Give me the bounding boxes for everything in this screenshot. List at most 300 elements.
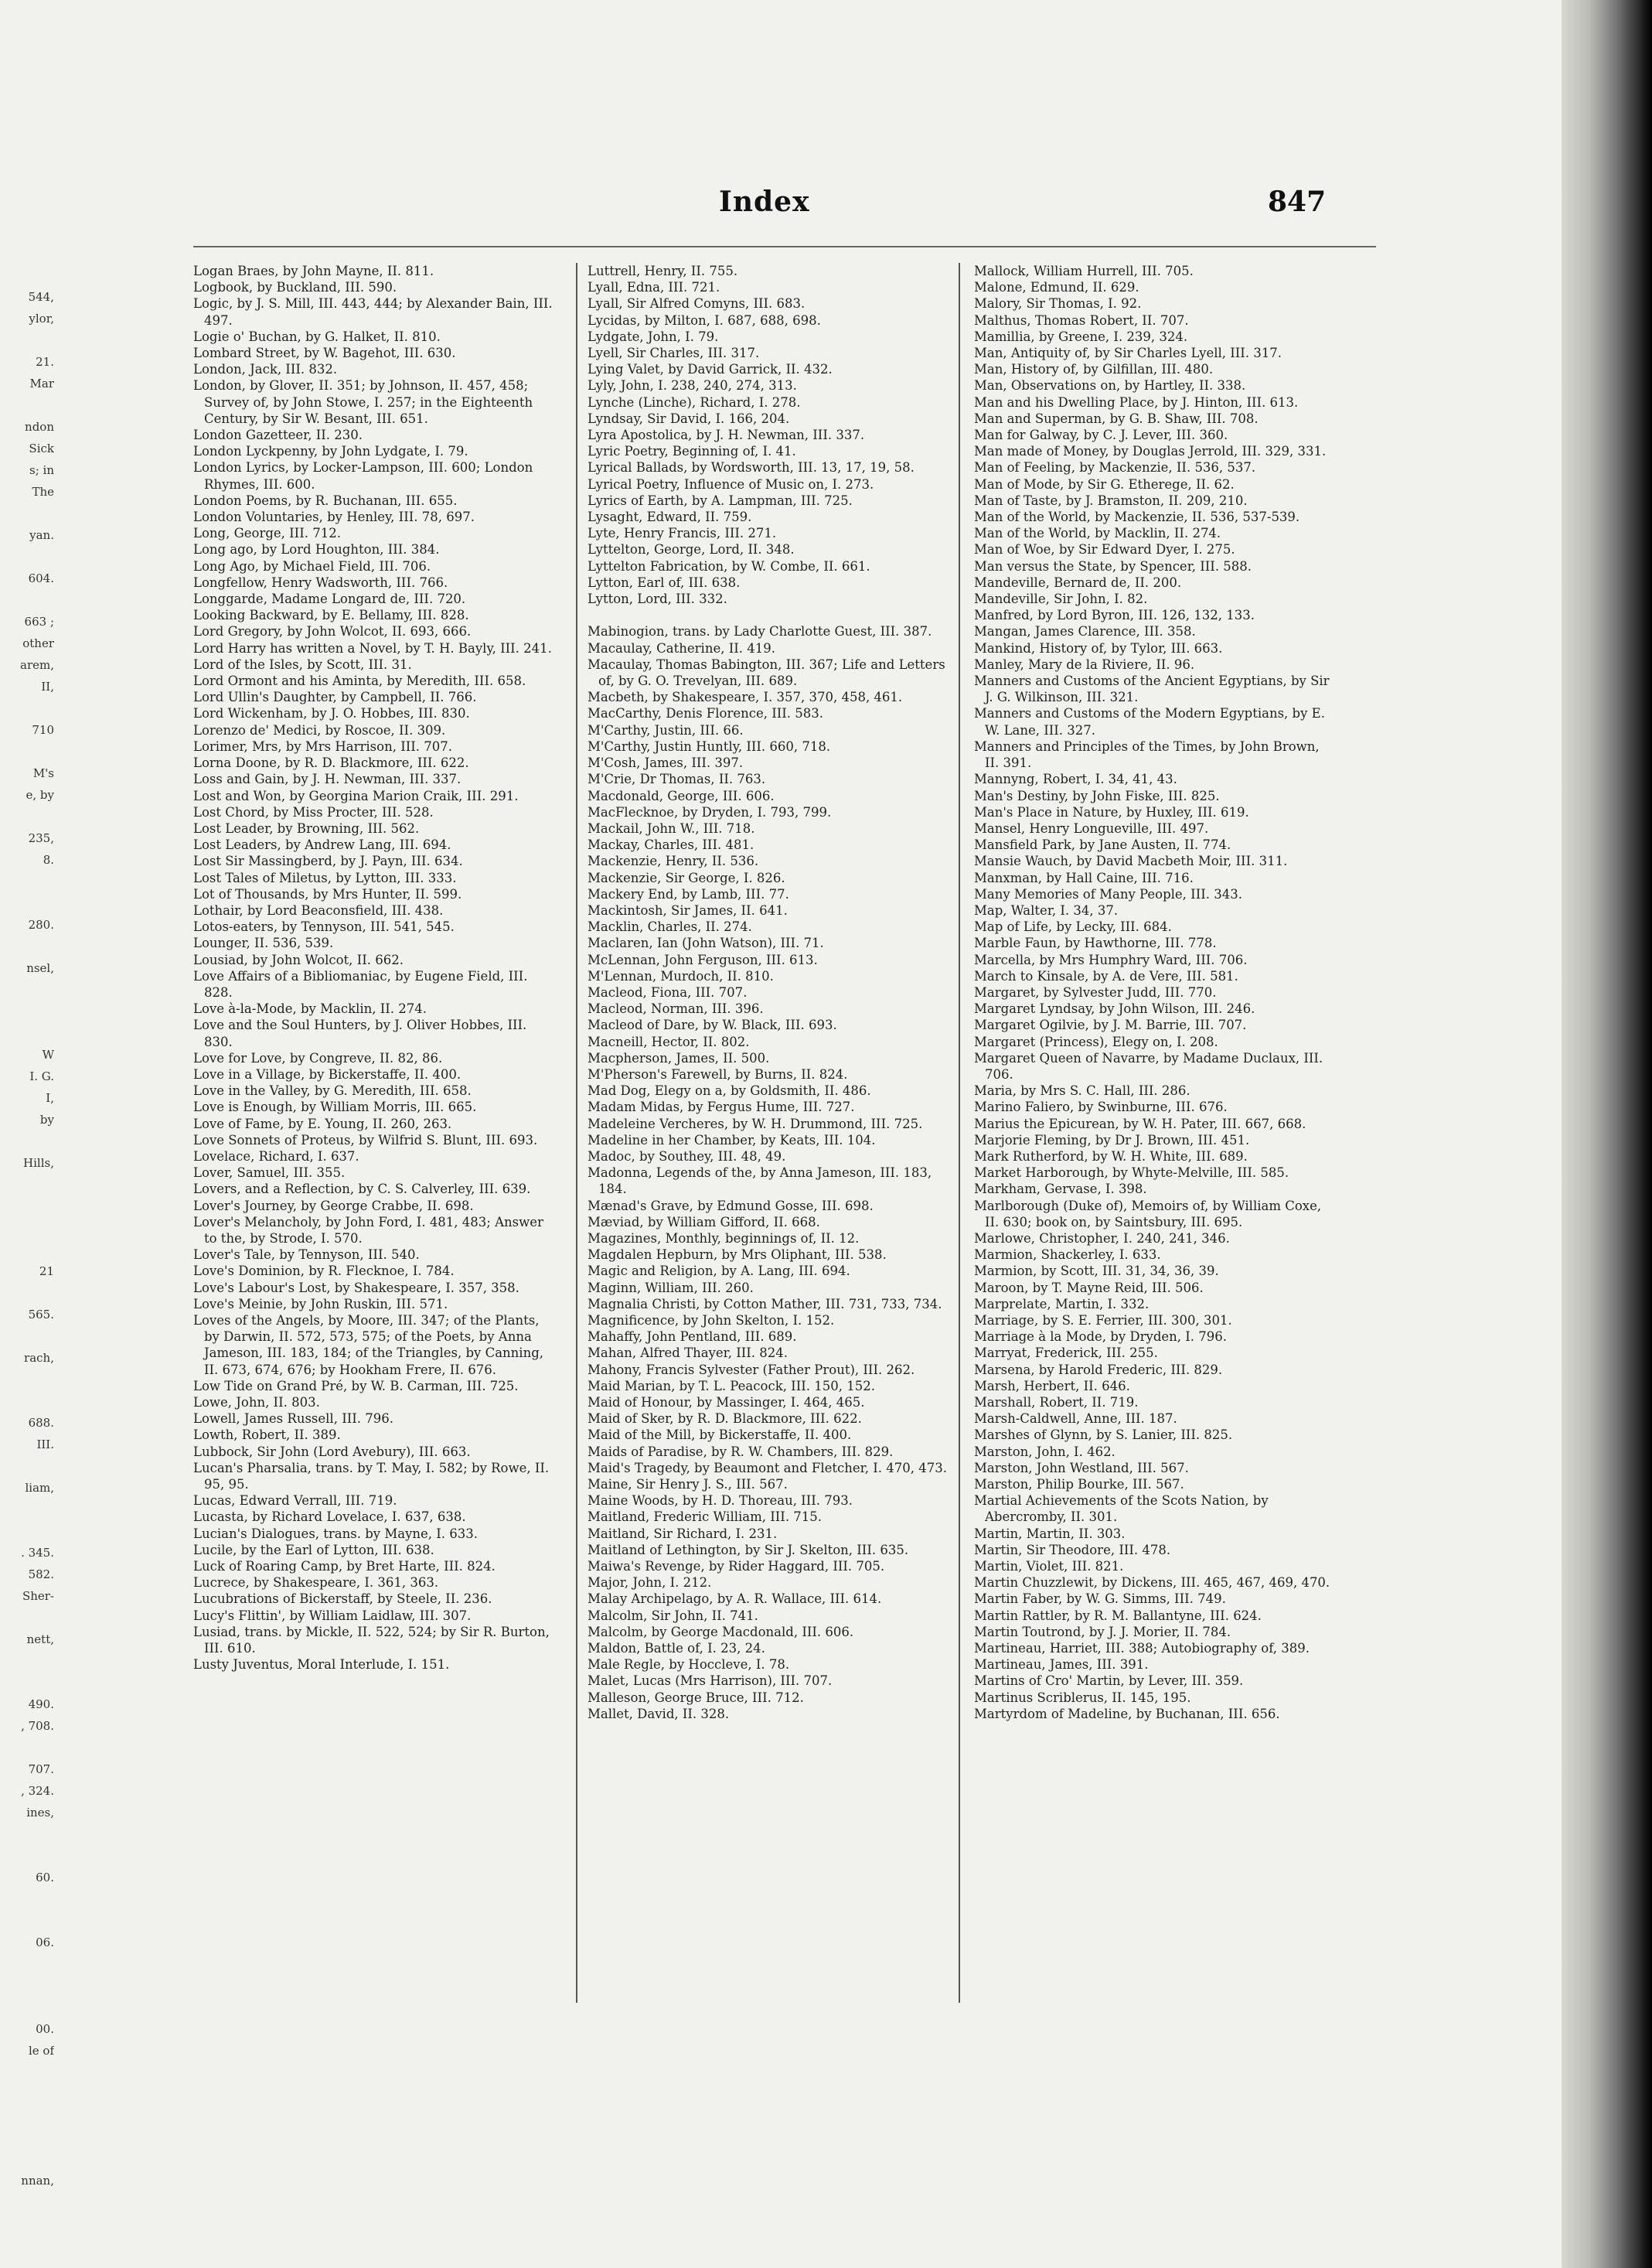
facing-page-fragment: by xyxy=(39,1113,54,1127)
index-entry: Macklin, Charles, II. 274. xyxy=(588,919,752,935)
index-entry: Marprelate, Martin, I. 332. xyxy=(974,1296,1150,1311)
index-entry: Maids of Paradise, by R. W. Chambers, III. 829. xyxy=(588,1444,894,1459)
index-entry: Maitland, Sir Richard, I. 231. xyxy=(588,1526,778,1541)
index-entry: Martin, Sir Theodore, III. 478. xyxy=(974,1542,1171,1557)
facing-page-fragment xyxy=(0,589,54,611)
facing-page-fragment xyxy=(0,1975,54,1997)
facing-page-fragment: 00. xyxy=(36,2022,54,2036)
index-entry: Maitland of Lethington, by Sir J. Skelton, III. 635. xyxy=(588,1542,909,1557)
index-entry: Mansfield Park, by Jane Austen, II. 774. xyxy=(974,837,1231,853)
index-entry: Mænad's Grave, by Edmund Gosse, III. 698. xyxy=(588,1198,874,1213)
index-entry: London Gazetteer, II. 230. xyxy=(193,428,363,443)
index-entry: Malcolm, Sir John, II. 741. xyxy=(588,1608,758,1623)
index-entry: Marsh, Herbert, II. 646. xyxy=(974,1378,1130,1393)
facing-page-fragment: 663 ; xyxy=(24,615,54,629)
facing-page-fragment: 544, xyxy=(28,290,54,304)
facing-page-fragment xyxy=(0,2126,54,2148)
facing-page-fragment xyxy=(0,1282,54,1304)
index-entry: M'Crie, Dr Thomas, II. 763. xyxy=(588,772,766,787)
index-entry: Lyly, John, I. 238, 240, 274, 313. xyxy=(588,378,797,394)
index-entry: Mabinogion, trans. by Lady Charlotte Guest, III. 387. xyxy=(588,624,932,639)
facing-page-fragment xyxy=(0,1131,54,1152)
index-entry: Lysaght, Edward, II. 759. xyxy=(588,510,752,525)
index-entry: Lucubrations of Bickerstaff, by Steele, II. 236. xyxy=(193,1591,492,1607)
facing-page-fragment xyxy=(0,1325,54,1347)
facing-page-fragment xyxy=(0,1823,54,1845)
index-entry: Map of Life, by Lecky, III. 684. xyxy=(974,919,1172,935)
index-entry: Marston, John, I. 462. xyxy=(974,1444,1116,1459)
facing-page-fragment xyxy=(0,1607,54,1629)
index-entry: Marriage à la Mode, by Dryden, I. 796. xyxy=(974,1329,1228,1345)
index-entry: Lucy's Flittin', by William Laidlaw, III. 307. xyxy=(193,1608,472,1623)
index-entry: Macleod, Norman, III. 396. xyxy=(588,1001,764,1017)
facing-page-fragment: I. G. xyxy=(29,1069,54,1083)
index-entry: Maclaren, Ian (John Watson), III. 71. xyxy=(588,936,824,951)
index-entry: Man of Woe, by Sir Edward Dyer, I. 275. xyxy=(974,542,1235,558)
index-entry: Lord Ullin's Daughter, by Campbell, II. 766. xyxy=(193,690,477,705)
index-entry: Logie o' Buchan, by G. Halket, II. 810. xyxy=(193,329,441,344)
index-entry: Mark Rutherford, by W. H. White, III. 689. xyxy=(974,1148,1248,1164)
facing-page-fragment xyxy=(0,2083,54,2105)
index-entry: Martinus Scriblerus, II. 145, 195. xyxy=(974,1690,1191,1705)
index-entry: Manley, Mary de la Riviere, II. 96. xyxy=(974,657,1195,672)
index-entry: London, Jack, III. 832. xyxy=(193,362,338,377)
facing-page-fragment xyxy=(0,1737,54,1758)
index-entry: Lying Valet, by David Garrick, II. 432. xyxy=(588,362,833,377)
index-entry: Lorimer, Mrs, by Mrs Harrison, III. 707. xyxy=(193,738,452,754)
index-entry: Manners and Customs of the Modern Egyptians, by E. W. Lane, III. 327. xyxy=(974,706,1325,738)
facing-page-fragment xyxy=(0,936,54,957)
index-entry: Malory, Sir Thomas, I. 92. xyxy=(974,296,1142,312)
index-entry: Martin, Martin, II. 303. xyxy=(974,1526,1126,1541)
index-entry: Macpherson, James, II. 500. xyxy=(588,1050,770,1066)
index-entry: Marston, John Westland, III. 567. xyxy=(974,1460,1189,1475)
index-entry: Marius the Epicurean, by W. H. Pater, III. 667, 668. xyxy=(974,1116,1306,1131)
index-entry: Man's Place in Nature, by Huxley, III. 619. xyxy=(974,804,1249,820)
facing-page-fragment xyxy=(0,1953,54,1975)
facing-page-fragment xyxy=(0,2062,54,2083)
index-entry: Macaulay, Catherine, II. 419. xyxy=(588,640,775,656)
index-entry: Longgarde, Madame Longard de, III. 720. xyxy=(193,592,466,607)
header-rule xyxy=(193,246,1376,247)
index-entry: Logbook, by Buckland, III. 590. xyxy=(193,280,397,295)
index-entry: Mahony, Francis Sylvester (Father Prout), III. 262. xyxy=(588,1362,915,1377)
page-title: Index xyxy=(719,186,810,218)
index-entry: Lucrece, by Shakespeare, I. 361, 363. xyxy=(193,1575,439,1591)
index-entry: M'Cosh, James, III. 397. xyxy=(588,755,744,771)
index-entry: Lyrical Ballads, by Wordsworth, III. 13, 17, 19, 58. xyxy=(588,460,915,476)
facing-page-fragment xyxy=(0,1239,54,1260)
index-entry: Man's Destiny, by John Fiske, III. 825. xyxy=(974,788,1220,803)
index-entry: Lowth, Robert, II. 389. xyxy=(193,1427,341,1443)
index-entry: Man of Taste, by J. Bramston, II. 209, 210. xyxy=(974,493,1248,508)
facing-page-fragment: Sher- xyxy=(22,1589,54,1603)
facing-page-fragment xyxy=(0,741,54,762)
index-entry: Love and the Soul Hunters, by J. Oliver Hobbes, III. 830. xyxy=(193,1018,527,1049)
facing-page-fragment xyxy=(0,871,54,892)
facing-page-fragment xyxy=(0,1369,54,1390)
index-entry: Man, Antiquity of, by Sir Charles Lyell, III. 317. xyxy=(974,346,1282,361)
facing-page-fragment xyxy=(0,697,54,719)
index-entry: Martin Rattler, by R. M. Ballantyne, III. 624. xyxy=(974,1608,1262,1623)
index-entry: Marlborough (Duke of), Memoirs of, by William Coxe, II. 630; book on, by Saintsbury, III. 695. xyxy=(974,1198,1322,1229)
index-entry: March to Kinsale, by A. de Vere, III. 581. xyxy=(974,968,1238,984)
facing-page-fragment xyxy=(0,892,54,914)
index-entry: Mackery End, by Lamb, III. 77. xyxy=(588,886,789,902)
facing-page-fragment: le of xyxy=(28,2044,54,2058)
index-entry: Maroon, by T. Mayne Reid, III. 506. xyxy=(974,1280,1204,1295)
index-entry: Mad Dog, Elegy on a, by Goldsmith, II. 486. xyxy=(588,1083,871,1099)
index-entry: Lyttelton, George, Lord, II. 348. xyxy=(588,542,795,558)
index-entry: Marryat, Frederick, III. 255. xyxy=(974,1345,1158,1361)
index-entry: Lyttelton Fabrication, by W. Combe, II. 661. xyxy=(588,558,870,574)
facing-page-fragment: 582. xyxy=(28,1567,54,1581)
facing-page-fragment: 710 xyxy=(32,723,54,737)
index-entry: Man of the World, by Mackenzie, II. 536, 537-539. xyxy=(974,510,1300,525)
index-entry: Macleod, Fiona, III. 707. xyxy=(588,984,748,1000)
index-entry: Lord of the Isles, by Scott, III. 31. xyxy=(193,657,412,672)
index-entry: Maiwa's Revenge, by Rider Haggard, III. 705. xyxy=(588,1559,885,1574)
index-entry: Maid of Sker, by R. D. Blackmore, III. 622. xyxy=(588,1411,862,1427)
index-entry: Longfellow, Henry Wadsworth, III. 766. xyxy=(193,575,448,590)
facing-page-fragment xyxy=(0,2148,54,2170)
facing-page-fragment: 21. xyxy=(36,355,54,369)
facing-page-fragment xyxy=(0,1217,54,1239)
index-entry: Lydgate, John, I. 79. xyxy=(588,329,719,344)
facing-page-fragment: ylor, xyxy=(29,312,54,326)
facing-page-fragment: nnan, xyxy=(21,2174,54,2188)
facing-page-fragment: The xyxy=(32,485,54,499)
index-entry: Maine Woods, by H. D. Thoreau, III. 793. xyxy=(588,1493,853,1509)
index-entry: London Lyrics, by Locker-Lampson, III. 600; London Rhymes, III. 600. xyxy=(193,460,533,492)
index-entry: M'Pherson's Farewell, by Burns, II. 824. xyxy=(588,1066,848,1082)
facing-page-fragment: II, xyxy=(41,680,54,694)
facing-page-fragment xyxy=(0,1001,54,1022)
index-entry: Martin Chuzzlewit, by Dickens, III. 465, 467, 469, 470. xyxy=(974,1575,1330,1591)
index-entry: Margaret Ogilvie, by J. M. Barrie, III. 707. xyxy=(974,1018,1247,1033)
index-entry: Madam Midas, by Fergus Hume, III. 727. xyxy=(588,1100,855,1115)
index-entry: Male Regle, by Hoccleve, I. 78. xyxy=(588,1657,790,1673)
index-entry: Madeline in her Chamber, by Keats, III. 104. xyxy=(588,1132,876,1148)
index-entry: Man and Superman, by G. B. Shaw, III. 708. xyxy=(974,411,1259,426)
index-entry: Lyrical Poetry, Influence of Music on, I. 273. xyxy=(588,476,874,492)
index-entry: Lothair, by Lord Beaconsfield, III. 438. xyxy=(193,902,444,918)
facing-page-fragment xyxy=(0,2105,54,2126)
facing-page-fragment: ndon xyxy=(25,420,54,434)
facing-page-fragment: 688. xyxy=(28,1416,54,1430)
facing-page-fragment xyxy=(0,1455,54,1477)
facing-page-fragment: arem, xyxy=(20,658,54,672)
index-entry: Map, Walter, I. 34, 37. xyxy=(974,902,1119,918)
index-entry: Lyell, Sir Charles, III. 317. xyxy=(588,346,760,361)
facing-page-fragment: 280. xyxy=(28,918,54,932)
index-entry: Marshall, Robert, II. 719. xyxy=(974,1395,1139,1410)
index-entry: Martins of Cro' Martin, by Lever, III. 359. xyxy=(974,1673,1244,1689)
index-entry: Mansel, Henry Longueville, III. 497. xyxy=(974,820,1209,836)
index-entry: Mallock, William Hurrell, III. 705. xyxy=(974,264,1194,278)
index-entry: Maid Marian, by T. L. Peacock, III. 150, 152. xyxy=(588,1378,875,1393)
index-entry: Maginn, William, III. 260. xyxy=(588,1280,754,1295)
index-entry: Lowe, John, II. 803. xyxy=(193,1395,320,1410)
index-entry: Madoc, by Southey, III. 48, 49. xyxy=(588,1148,786,1164)
index-entry: Lytton, Earl of, III. 638. xyxy=(588,575,741,590)
index-entry: Love à-la-Mode, by Macklin, II. 274. xyxy=(193,1001,427,1017)
index-entry: Marston, Philip Bourke, III. 567. xyxy=(974,1477,1184,1492)
index-entry: Marlowe, Christopher, I. 240, 241, 346. xyxy=(974,1230,1230,1246)
index-entry: Man of Mode, by Sir G. Etherege, II. 62. xyxy=(974,476,1235,492)
facing-page-fragment xyxy=(0,806,54,827)
index-entry: Love Affairs of a Bibliomaniac, by Eugene Field, III. 828. xyxy=(193,968,528,1000)
index-entry: Malleson, George Bruce, III. 712. xyxy=(588,1690,804,1705)
facing-page-fragment xyxy=(0,1650,54,1672)
index-entry: Mackintosh, Sir James, II. 641. xyxy=(588,902,788,918)
index-entry: Mackenzie, Sir George, I. 826. xyxy=(588,870,785,885)
index-entry: Marmion, by Scott, III. 31, 34, 36, 39. xyxy=(974,1264,1219,1279)
index-entry: Martial Achievements of the Scots Nation, by Abercromby, II. 301. xyxy=(974,1493,1269,1525)
index-entry: Lord Wickenham, by J. O. Hobbes, III. 830. xyxy=(193,706,470,721)
index-entry: Love's Meinie, by John Ruskin, III. 571. xyxy=(193,1296,448,1311)
index-entry: Lover's Melancholy, by John Ford, I. 481, 483; Answer to the, by Strode, I. 570. xyxy=(193,1214,543,1246)
index-entry: Lytton, Lord, III. 332. xyxy=(588,592,727,607)
index-entry: Marcella, by Mrs Humphry Ward, III. 706. xyxy=(974,952,1248,967)
facing-page-fragment: W xyxy=(42,1048,54,1062)
index-entry: London, by Glover, II. 351; by Johnson, II. 457, 458; Survey of, by John Stowe, I. 257; in the Eighteenth Century, by Sir W. Besant, III. 651. xyxy=(193,378,533,426)
index-entry: Manners and Principles of the Times, by John Brown, II. 391. xyxy=(974,738,1320,771)
facing-page-fragment xyxy=(0,1520,54,1542)
index-entry: Lovelace, Richard, I. 637. xyxy=(193,1148,359,1164)
facing-page-fragment xyxy=(0,1195,54,1217)
facing-page-fragment: 490. xyxy=(28,1697,54,1711)
index-entry: Mamillia, by Greene, I. 239, 324. xyxy=(974,329,1188,344)
facing-page-fragment xyxy=(0,1390,54,1412)
index-entry: Mahaffy, John Pentland, III. 689. xyxy=(588,1329,797,1345)
index-entry: Marmion, Shackerley, I. 633. xyxy=(974,1247,1161,1263)
index-entry: Lounger, II. 536, 539. xyxy=(193,936,334,951)
index-entry: Magic and Religion, by A. Lang, III. 694. xyxy=(588,1264,850,1279)
index-entry: Maid of Honour, by Massinger, I. 464, 465. xyxy=(588,1395,865,1410)
index-entry: Man made of Money, by Douglas Jerrold, III. 329, 331. xyxy=(974,444,1327,459)
facing-page-fragment xyxy=(0,1997,54,2018)
index-entry: Lovers, and a Reflection, by C. S. Calverley, III. 639. xyxy=(193,1182,531,1197)
index-entry: Lucan's Pharsalia, trans. by T. May, I. 582; by Rowe, II. 95, 95. xyxy=(193,1460,550,1492)
index-entry: Mackail, John W., III. 718. xyxy=(588,820,755,836)
index-entry: Lord Ormont and his Aminta, by Meredith, III. 658. xyxy=(193,674,526,689)
index-entry: Lost Tales of Miletus, by Lytton, III. 333. xyxy=(193,870,457,885)
facing-page-fragments xyxy=(0,286,54,2191)
index-entry xyxy=(588,607,951,623)
index-entry: Lucian's Dialogues, trans. by Mayne, I. 633. xyxy=(193,1526,479,1541)
index-entry: Looking Backward, by E. Bellamy, III. 828. xyxy=(193,608,469,623)
facing-page-fragment: 21 xyxy=(39,1264,54,1278)
index-entry: London Voluntaries, by Henley, III. 78, 697. xyxy=(193,510,475,525)
facing-page-fragment: 565. xyxy=(28,1308,54,1322)
facing-page-fragment: e, by xyxy=(26,788,54,802)
index-entry: Love's Labour's Lost, by Shakespeare, I. 357, 358. xyxy=(193,1280,519,1295)
facing-page-fragment: liam, xyxy=(25,1481,54,1495)
index-entry: Lost Leaders, by Andrew Lang, III. 694. xyxy=(193,837,451,853)
index-entry: Margaret, by Sylvester Judd, III. 770. xyxy=(974,984,1217,1000)
index-entry: Macaulay, Thomas Babington, III. 367; Life and Letters of, by G. O. Trevelyan, III. 689. xyxy=(588,657,945,689)
facing-page-fragment: 8. xyxy=(43,853,54,867)
index-entry: Lover's Journey, by George Crabbe, II. 698. xyxy=(193,1198,474,1213)
index-entry: Loves of the Angels, by Moore, III. 347; of the Plants, by Darwin, II. 572, 573, 575; of the Poets, by Anna Jameson, III. 183, 184; of the Triangles, by Canning, II. 673, 674, 676; by Hookham Frere, II. 676. xyxy=(193,1313,544,1377)
index-entry: Mandeville, Sir John, I. 82. xyxy=(974,592,1148,607)
facing-page-fragment: I, xyxy=(46,1091,54,1105)
index-entry: Martin, Violet, III. 821. xyxy=(974,1559,1124,1574)
index-entry: Madeleine Vercheres, by W. H. Drummond, III. 725. xyxy=(588,1116,923,1131)
index-entry: Lorna Doone, by R. D. Blackmore, III. 622. xyxy=(193,755,469,771)
page-number: 847 xyxy=(1268,186,1327,218)
index-entry: Long Ago, by Michael Field, III. 706. xyxy=(193,558,431,574)
facing-page-fragment xyxy=(0,1499,54,1520)
index-entry: Maine, Sir Henry J. S., III. 567. xyxy=(588,1477,788,1492)
facing-page-fragment xyxy=(0,394,54,416)
index-entry: Lowell, James Russell, III. 796. xyxy=(193,1411,393,1427)
index-entry: Lyrics of Earth, by A. Lampman, III. 725. xyxy=(588,493,853,508)
facing-page-fragment: , 324. xyxy=(21,1784,54,1798)
index-entry: Lost and Won, by Georgina Marion Craik, III. 291. xyxy=(193,788,519,803)
index-entry: M'Carthy, Justin, III. 66. xyxy=(588,722,744,738)
index-entry: Macdonald, George, III. 606. xyxy=(588,788,775,803)
index-entry: Marino Faliero, by Swinburne, III. 676. xyxy=(974,1100,1228,1115)
index-entry: Malay Archipelago, by A. R. Wallace, III. 614. xyxy=(588,1591,882,1607)
index-entry: Luttrell, Henry, II. 755. xyxy=(588,264,738,278)
index-entry: Lusty Juventus, Moral Interlude, I. 151. xyxy=(193,1657,450,1673)
facing-page-fragment: III. xyxy=(36,1438,54,1451)
index-entry: Love in the Valley, by G. Meredith, III. 658. xyxy=(193,1083,472,1099)
index-entry: Margaret (Princess), Elegy on, I. 208. xyxy=(974,1034,1218,1049)
index-column-1 xyxy=(193,263,557,1673)
page-edge xyxy=(1562,0,1652,2268)
index-entry: Manxman, by Hall Caine, III. 716. xyxy=(974,870,1194,885)
index-entry: Man of the World, by Macklin, II. 274. xyxy=(974,526,1221,541)
index-entry: Long ago, by Lord Houghton, III. 384. xyxy=(193,542,440,558)
index-entry: MacCarthy, Denis Florence, III. 583. xyxy=(588,706,824,721)
facing-page-fragment xyxy=(0,329,54,351)
index-entry: Mackay, Charles, III. 481. xyxy=(588,837,754,853)
index-entry: Love Sonnets of Proteus, by Wilfrid S. Blunt, III. 693. xyxy=(193,1132,538,1148)
index-entry: Lyra Apostolica, by J. H. Newman, III. 337. xyxy=(588,428,865,443)
index-entry: Manners and Customs of the Ancient Egyptians, by Sir J. G. Wilkinson, III. 321. xyxy=(974,674,1330,705)
index-entry: Lycidas, by Milton, I. 687, 688, 698. xyxy=(588,312,821,328)
index-entry: Maria, by Mrs S. C. Hall, III. 286. xyxy=(974,1083,1190,1099)
index-entry: Malthus, Thomas Robert, II. 707. xyxy=(974,312,1189,328)
index-entry: Love for Love, by Congreve, II. 82, 86. xyxy=(193,1050,443,1066)
index-entry: Macneill, Hector, II. 802. xyxy=(588,1034,750,1049)
facing-page-fragment xyxy=(0,979,54,1001)
facing-page-fragment: Sick xyxy=(29,442,54,455)
index-entry: Magazines, Monthly, beginnings of, II. 12. xyxy=(588,1230,860,1246)
index-entry: Lucas, Edward Verrall, III. 719. xyxy=(193,1493,397,1509)
index-entry: Lusiad, trans. by Mickle, II. 522, 524; by Sir R. Burton, III. 610. xyxy=(193,1624,550,1656)
facing-page-fragment: M's xyxy=(32,766,54,780)
index-entry: Maid's Tragedy, by Beaumont and Fletcher, I. 470, 473. xyxy=(588,1460,947,1475)
index-entry: Major, John, I. 212. xyxy=(588,1575,712,1591)
index-entry: Low Tide on Grand Pré, by W. B. Carman, III. 725. xyxy=(193,1378,519,1393)
index-entry: M'Lennan, Murdoch, II. 810. xyxy=(588,968,774,984)
index-entry: Logic, by J. S. Mill, III. 443, 444; by Alexander Bain, III. 497. xyxy=(193,296,553,328)
column-divider xyxy=(576,263,577,2003)
index-entry: Mackenzie, Henry, II. 536. xyxy=(588,854,759,869)
index-entry: Marriage, by S. E. Ferrier, III. 300, 301. xyxy=(974,1313,1232,1328)
facing-page-fragment xyxy=(0,1845,54,1867)
index-entry: Margaret Lyndsay, by John Wilson, III. 246. xyxy=(974,1001,1255,1017)
facing-page-fragment xyxy=(0,546,54,568)
index-entry: Martineau, Harriet, III. 388; Autobiography of, 389. xyxy=(974,1641,1310,1656)
index-entry: Man for Galway, by C. J. Lever, III. 360. xyxy=(974,428,1228,443)
index-entry: Lombard Street, by W. Bagehot, III. 630. xyxy=(193,346,456,361)
index-entry: Mandeville, Bernard de, II. 200. xyxy=(974,575,1182,590)
facing-page-fragment xyxy=(0,1174,54,1195)
index-entry: Marble Faun, by Hawthorne, III. 778. xyxy=(974,936,1217,951)
index-entry: London Lyckpenny, by John Lydgate, I. 79. xyxy=(193,444,468,459)
index-entry: Madonna, Legends of the, by Anna Jameson, III. 183, 184. xyxy=(588,1165,932,1197)
index-entry: Margaret Queen of Navarre, by Madame Duclaux, III. 706. xyxy=(974,1050,1323,1082)
index-entry: Love's Dominion, by R. Flecknoe, I. 784. xyxy=(193,1264,455,1279)
facing-page-fragment: 707. xyxy=(28,1762,54,1776)
facing-page-fragment xyxy=(0,503,54,524)
index-entry: Logan Braes, by John Mayne, II. 811. xyxy=(193,264,434,278)
index-entry: Lost Leader, by Browning, III. 562. xyxy=(193,820,420,836)
facing-page-fragment: 06. xyxy=(36,1935,54,1949)
index-entry: Malet, Lucas (Mrs Harrison), III. 707. xyxy=(588,1673,833,1689)
index-entry: Maldon, Battle of, I. 23, 24. xyxy=(588,1641,765,1656)
index-entry: Man, History of, by Gilfillan, III. 480. xyxy=(974,362,1214,377)
index-entry: Lucasta, by Richard Lovelace, I. 637, 638. xyxy=(193,1509,466,1525)
facing-page-fragment xyxy=(0,1910,54,1932)
facing-page-fragment: . 345. xyxy=(21,1546,54,1560)
index-entry: Mannyng, Robert, I. 34, 41, 43. xyxy=(974,772,1177,787)
index-entry: Lyall, Sir Alfred Comyns, III. 683. xyxy=(588,296,806,312)
index-entry: Marshes of Glynn, by S. Lanier, III. 825. xyxy=(974,1427,1233,1443)
index-entry: McLennan, John Ferguson, III. 613. xyxy=(588,952,818,967)
index-entry: Luck of Roaring Camp, by Bret Harte, III. 824. xyxy=(193,1559,496,1574)
facing-page-fragment xyxy=(0,1888,54,1910)
index-entry: Market Harborough, by Whyte-Melville, III. 585. xyxy=(974,1165,1289,1181)
index-entry: Marsena, by Harold Frederic, III. 829. xyxy=(974,1362,1223,1377)
index-entry: Magnalia Christi, by Cotton Mather, III. 731, 733, 734. xyxy=(588,1296,942,1311)
index-entry: Lorenzo de' Medici, by Roscoe, II. 309. xyxy=(193,722,446,738)
facing-page-fragment: ines, xyxy=(26,1806,54,1820)
index-entry: Lot of Thousands, by Mrs Hunter, II. 599. xyxy=(193,886,462,902)
index-entry: Markham, Gervase, I. 398. xyxy=(974,1182,1147,1197)
facing-page-fragment: 235, xyxy=(28,831,54,845)
index-entry: Love in a Village, by Bickerstaffe, II. 400. xyxy=(193,1066,462,1082)
index-entry: Man, Observations on, by Hartley, II. 338. xyxy=(974,378,1246,394)
index-entry: Man and his Dwelling Place, by J. Hinton, III. 613. xyxy=(974,394,1299,410)
index-entry: Martin Faber, by W. G. Simms, III. 749. xyxy=(974,1591,1226,1607)
index-entry: Lousiad, by John Wolcot, II. 662. xyxy=(193,952,404,967)
index-entry: Lucile, by the Earl of Lytton, III. 638. xyxy=(193,1542,434,1557)
index-entry: Lover's Tale, by Tennyson, III. 540. xyxy=(193,1247,420,1263)
index-entry: Long, George, III. 712. xyxy=(193,526,341,541)
index-entry: Lynche (Linche), Richard, I. 278. xyxy=(588,394,801,410)
facing-page-fragment: 604. xyxy=(28,571,54,585)
index-column-3 xyxy=(974,263,1337,1722)
index-entry: Macbeth, by Shakespeare, I. 357, 370, 458, 461. xyxy=(588,690,903,705)
facing-page-fragment: other xyxy=(22,636,54,650)
index-entry: Love of Fame, by E. Young, II. 260, 263. xyxy=(193,1116,452,1131)
index-entry: Marjorie Fleming, by Dr J. Brown, III. 451. xyxy=(974,1132,1250,1148)
index-entry: Martyrdom of Madeline, by Buchanan, III. 656. xyxy=(974,1706,1280,1721)
index-entry: Martineau, James, III. 391. xyxy=(974,1657,1149,1673)
index-entry: Lyall, Edna, III. 721. xyxy=(588,280,720,295)
facing-page-fragment: , 708. xyxy=(21,1719,54,1733)
facing-page-fragment: rach, xyxy=(24,1351,54,1365)
facing-page-fragment: Hills, xyxy=(23,1156,54,1170)
index-entry: Lord Harry has written a Novel, by T. H. Bayly, III. 241. xyxy=(193,640,552,656)
facing-page-fragment: s; in xyxy=(29,463,54,477)
